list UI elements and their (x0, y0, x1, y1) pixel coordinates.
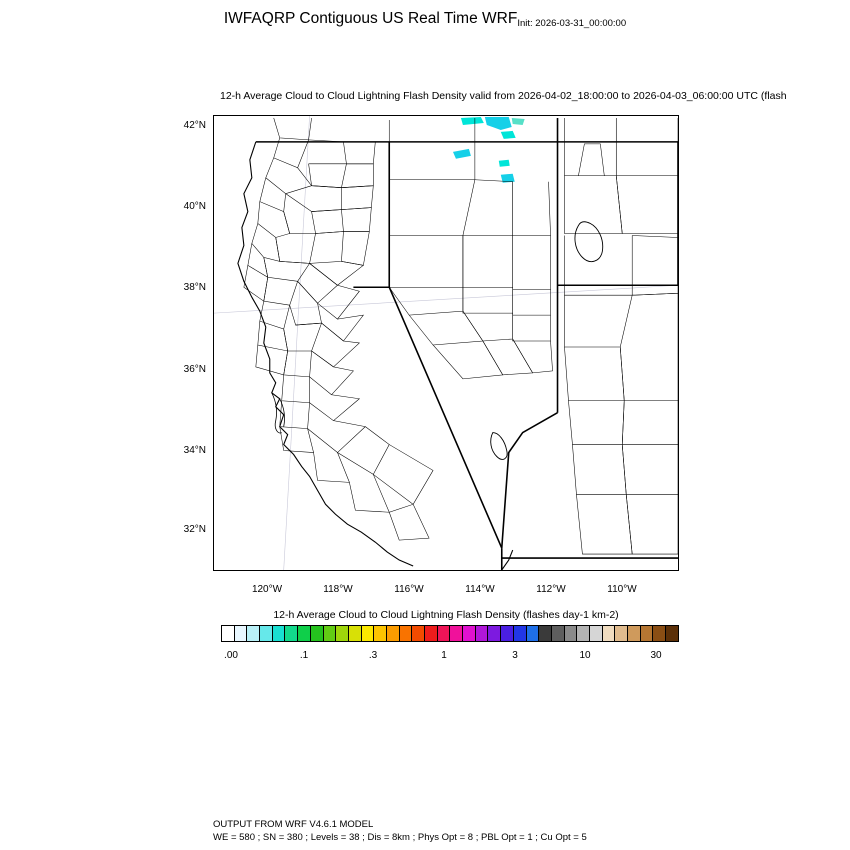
colorbar-swatch-13 (387, 626, 400, 641)
footer-line-1: OUTPUT FROM WRF V4.6.1 MODEL (213, 819, 374, 830)
colorbar-tick-3: 1 (441, 650, 447, 661)
colorbar-swatch-23 (514, 626, 527, 641)
colorbar-swatch-20 (476, 626, 489, 641)
colorbar-swatch-30 (603, 626, 616, 641)
colorbar-tick-5: 10 (579, 650, 591, 661)
colorbar-swatch-32 (628, 626, 641, 641)
colorbar-swatch-24 (527, 626, 540, 641)
map-subtitle: 12-h Average Cloud to Cloud Lightning Flash Density valid from 2026-04-02_18:00:00 to 2026-04-03_06:00:00 UTC (flash (220, 90, 787, 102)
colorbar-swatch-5 (285, 626, 298, 641)
colorbar-swatch-9 (336, 626, 349, 641)
colorbar-tick-4: 3 (512, 650, 518, 661)
colorbar-swatch-27 (565, 626, 578, 641)
lon-label-116w: 116°W (394, 584, 424, 595)
colorbar-tick-1: .1 (299, 650, 309, 661)
init-time-text: Init: 2026-03-31_00:00:00 (517, 18, 627, 29)
colorbar-swatch-34 (653, 626, 666, 641)
colorbar-swatch-4 (273, 626, 286, 641)
state-boundaries (256, 118, 678, 570)
lat-label-32n: 32°N (183, 524, 206, 535)
lightning-flash-shading (453, 117, 525, 183)
lon-label-118w: 118°W (323, 584, 353, 595)
lat-label-36n: 36°N (183, 364, 206, 375)
colorbar-swatch-1 (235, 626, 248, 641)
great-salt-lake (575, 222, 603, 262)
colorbar-swatch-31 (615, 626, 628, 641)
model-title-text: IWFAQRP Contiguous US Real Time WRF (223, 10, 518, 27)
lon-label-110w: 110°W (607, 584, 637, 595)
page-title (0, 10, 850, 28)
colorbar-swatch-28 (577, 626, 590, 641)
colorbar-swatch-35 (666, 626, 678, 641)
colorbar (221, 625, 679, 642)
colorbar-swatch-2 (247, 626, 260, 641)
map-plot-area[interactable] (213, 115, 679, 571)
colorbar-swatch-10 (349, 626, 362, 641)
colorbar-swatch-3 (260, 626, 273, 641)
colorbar-swatch-25 (539, 626, 552, 641)
colorbar-swatch-19 (463, 626, 476, 641)
colorbar-swatch-16 (425, 626, 438, 641)
county-boundaries (244, 118, 678, 554)
lon-label-120w: 120°W (251, 584, 283, 595)
lat-label-42n: 42°N (183, 120, 206, 131)
model-footer (213, 818, 587, 844)
graticule-lines (214, 116, 678, 570)
colorbar-tick-0: .00 (224, 650, 238, 661)
colorbar-swatch-17 (438, 626, 451, 641)
colorbar-swatch-33 (641, 626, 654, 641)
colorbar-swatch-15 (412, 626, 425, 641)
footer-line-2: WE = 580 ; SN = 380 ; Levels = 38 ; Dis = 8km ; Phys Opt = 8 ; PBL Opt = 1 ; Cu Opt = 5 (213, 832, 587, 843)
lat-label-38n: 38°N (183, 282, 206, 293)
colorbar-swatch-26 (552, 626, 565, 641)
coastline (238, 142, 513, 570)
colorbar-swatch-18 (450, 626, 463, 641)
colorbar-swatch-11 (362, 626, 375, 641)
colorbar-swatch-8 (324, 626, 337, 641)
colorbar-swatch-29 (590, 626, 603, 641)
colorbar-swatch-22 (501, 626, 514, 641)
lon-label-112w: 112°W (536, 584, 566, 595)
colorbar-tick-2: .3 (368, 650, 378, 661)
colorbar-swatch-21 (488, 626, 501, 641)
colorbar-swatch-6 (298, 626, 311, 641)
colorbar-swatch-14 (400, 626, 413, 641)
lat-label-34n: 34°N (183, 445, 206, 456)
map-vector-layer (214, 116, 678, 570)
colorbar-swatch-0 (222, 626, 235, 641)
colorbar-tick-6: 30 (650, 650, 662, 661)
lon-label-114w: 114°W (465, 584, 495, 595)
colorbar-title: 12-h Average Cloud to Cloud Lightning Flash Density (flashes day-1 km-2) (273, 609, 619, 621)
colorbar-swatch-12 (374, 626, 387, 641)
lat-label-40n: 40°N (183, 201, 206, 212)
colorbar-swatch-7 (311, 626, 324, 641)
